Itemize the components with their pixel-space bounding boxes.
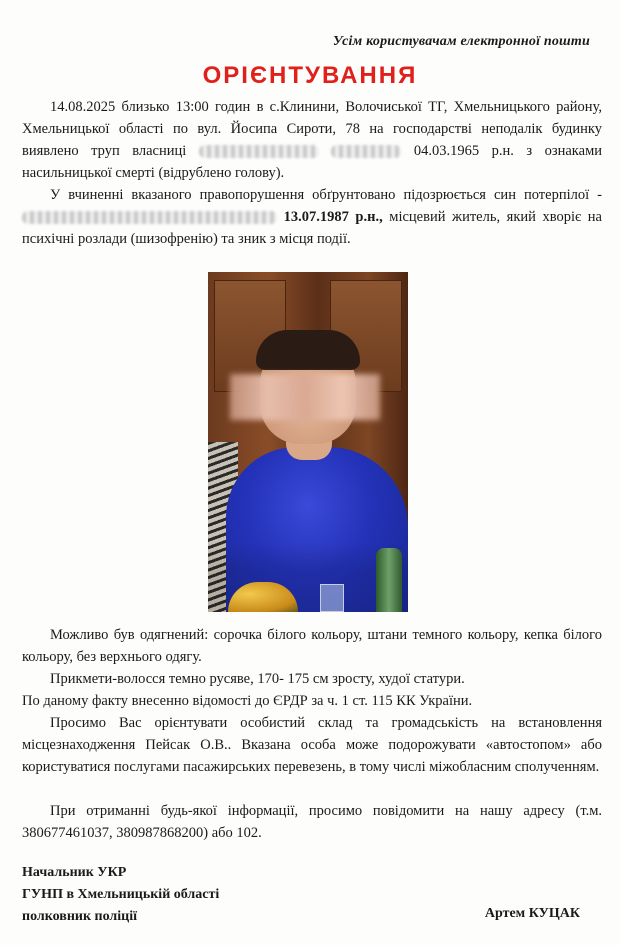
paragraph-request	[22, 712, 602, 778]
clothing-text: Можливо був одягнений: сорочка білого кольору, штани темного кольору, кепка білого кольору, без верхнього одягу.	[22, 627, 602, 665]
paragraph-features	[22, 668, 602, 690]
paragraph-incident	[22, 96, 602, 184]
contact-text: При отриманні будь-якої інформації, просимо повідомити на нашу адресу (т.м. 380677461037, 380987868200) або 102.	[22, 803, 602, 841]
signer-name: Артем КУЦАК	[484, 906, 580, 921]
redacted-name-victim	[199, 145, 319, 158]
features-text: Прикмети-волосся темно русяве, 170- 175 см зросту, худої статури.	[50, 671, 465, 687]
redacted-name-suspect	[22, 211, 277, 224]
suspect-photo	[208, 272, 408, 612]
photo-hair	[256, 330, 360, 370]
photo-bottle	[376, 548, 402, 612]
signature-title-1: Начальник УКР	[22, 865, 127, 880]
photo-glass	[320, 584, 344, 612]
request-text: Просимо Вас орієнтувати особистий склад та громадськість на встановлення місцезнаходження Пейсак О.В.. Вказана особа може подорожувати «автостопом» або користуватися послугами пасажирських перевезень, в тому числі міжобласним сполученням.	[22, 715, 602, 775]
incident-text-2: 04.03.1965 р.н. з ознаками насильницької смерті (відрублено голову).	[22, 143, 602, 181]
paragraph-suspect	[22, 184, 602, 250]
erdr-text: По даному факту внесенно відомості до ЄРДР за ч. 1 ст. 115 КК України.	[22, 693, 473, 709]
addressee-line: Усім користувачам електронної пошти	[332, 34, 590, 49]
paragraph-erdr	[22, 690, 602, 712]
paragraph-clothing	[22, 624, 602, 668]
suspect-text-2: місцевий житель, який хворіє на психічні розлади (шизофренію) та зник з місця події.	[22, 209, 602, 247]
paragraph-contact	[22, 800, 602, 844]
photo-face-blur	[230, 374, 380, 420]
signature-title-3: полковник поліції	[22, 909, 138, 924]
redacted-name-victim-2	[331, 145, 401, 158]
incident-text-1: 14.08.2025 близько 13:00 годин в с.Клинини, Волочиської ТГ, Хмельницького району, Хмельницької області по вул. Йосипа Сироти, 78 на господарстві неподалік будинку виявлено труп власниці	[22, 99, 602, 159]
suspect-text-1: У вчиненні вказаного правопорушення обґрунтовано підозрюється син потерпілої -	[50, 187, 602, 203]
signature-title-2: ГУНП в Хмельницькій області	[22, 887, 220, 902]
document-title: ОРІЄНТУВАННЯ	[202, 62, 418, 89]
suspect-birthdate: 13.07.1987 р.н.,	[283, 209, 383, 225]
